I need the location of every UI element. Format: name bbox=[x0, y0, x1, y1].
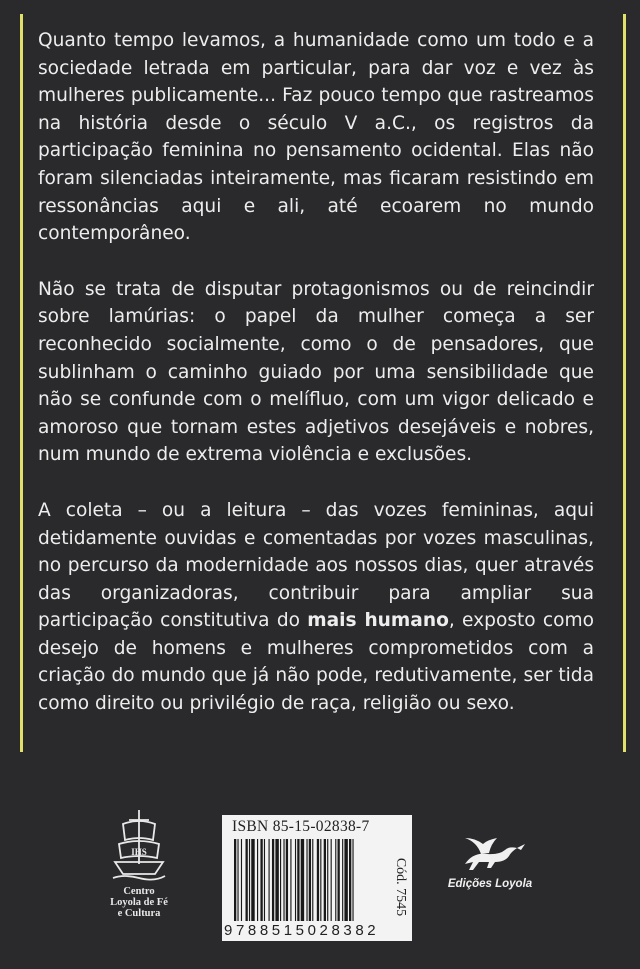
ean-number: 9788515028382 bbox=[224, 922, 380, 939]
svg-text:IHS: IHS bbox=[131, 847, 147, 857]
edicoes-loyola-label: Edições Loyola bbox=[447, 878, 533, 890]
back-cover-text bbox=[38, 27, 594, 746]
barcode-bars bbox=[234, 839, 386, 921]
barcode-label bbox=[222, 815, 412, 941]
centro-loyola-logo: IHS Centro Loyola de Fé e Cultura bbox=[104, 806, 174, 926]
ship-emblem-icon bbox=[109, 806, 169, 882]
pegasus-icon bbox=[447, 834, 533, 874]
paragraph-2: Não se trata de disputar protagonismos ou de reincindir sobre lamúrias: o papel da mulher começa a ser reconhecido socialmente, como o de pensadores, que sublinham o caminho guiado por uma sensibilidade que não se confunde com o melífluo, com um vigor delicado e amoroso que tornam estes adjetivos desejáveis e nobres, num mundo de extrema violência e exclusões. bbox=[38, 278, 594, 466]
paragraph-3: A coleta – ou a leitura – das vozes femininas, aqui detidamente ouvidas e comentadas por vozes masculinas, no percurso da modernidade aos nossos dias, quer através das organizadoras, contribuir para ampliar sua participação constitutiva do mais humano, exposto como desejo de homens e mulheres comprometidos com a criação do mundo que já não pode, redutivamente, ser tida como direito ou privilégio de raça, religião ou sexo. bbox=[38, 499, 595, 715]
cod-label: Cód. 7545 bbox=[393, 857, 408, 917]
edicoes-loyola-logo bbox=[440, 834, 540, 894]
paragraph-1: Quanto tempo levamos, a humanidade como um todo e a sociedade letrada em particular, para dar voz e vez às mulheres publicamente... Faz pouco tempo que rastreamos na história desde o século V a.C., os registros da participação feminina no pensamento ocidental. Elas não foram silenciadas inteiramente, mas ficaram resistindo em ressonâncias aqui e ali, até ecoarem no mundo contemporâneo. bbox=[38, 30, 594, 245]
isbn-text: ISBN 85-15-02838-7 bbox=[232, 818, 370, 835]
emphasis-mais-humano: mais humano bbox=[307, 610, 449, 632]
